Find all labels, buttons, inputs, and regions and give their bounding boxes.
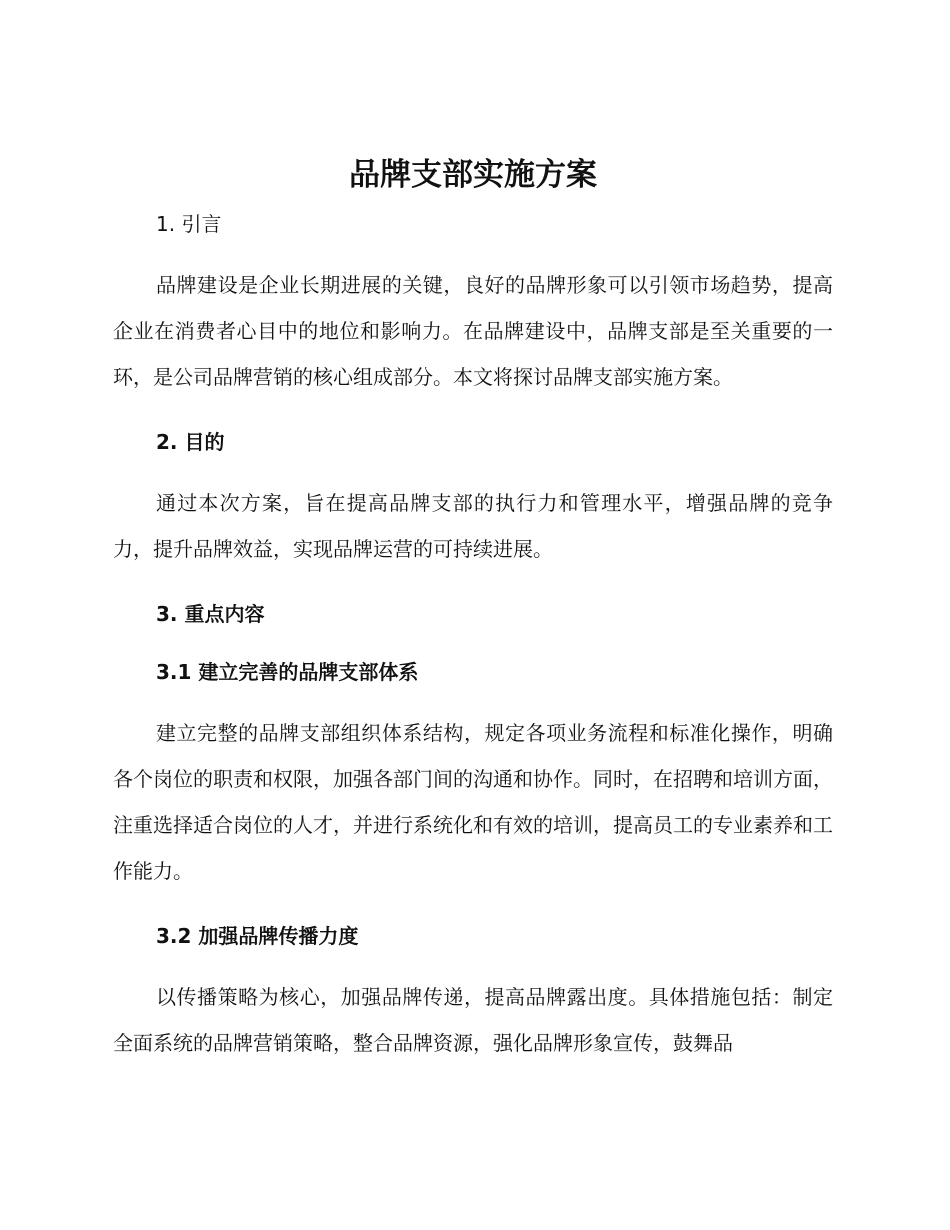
document-title: 品牌支部实施方案 xyxy=(349,157,597,193)
section-paragraph-brand-communication: 以传播策略为核心，加强品牌传递，提高品牌露出度。具体措施包括：制定全面系统的品牌营销策略，整合品牌资源，强化品牌形象宣传，鼓舞品 xyxy=(113,985,833,1055)
section-heading-introduction: 1. 引言 xyxy=(156,212,222,236)
document-body xyxy=(113,148,833,1066)
section-heading-key-content: 3. 重点内容 xyxy=(156,602,265,626)
section-heading-purpose: 2. 目的 xyxy=(156,430,225,454)
section-heading-branch-system: 3.1 建立完善的品牌支部体系 xyxy=(156,660,419,684)
section-heading-brand-communication: 3.2 加强品牌传播力度 xyxy=(156,924,359,948)
section-paragraph-purpose: 通过本次方案，旨在提高品牌支部的执行力和管理水平，增强品牌的竞争力，提升品牌效益，实现品牌运营的可持续进展。 xyxy=(113,491,833,561)
section-paragraph-introduction: 品牌建设是企业长期进展的关键，良好的品牌形象可以引领市场趋势，提高企业在消费者心目中的地位和影响力。在品牌建设中，品牌支部是至关重要的一环，是公司品牌营销的核心组成部分。本文将探讨品牌支部实施方案。 xyxy=(113,273,833,389)
section-paragraph-branch-system: 建立完整的品牌支部组织体系结构，规定各项业务流程和标准化操作，明确各个岗位的职责和权限，加强各部门间的沟通和协作。同时，在招聘和培训方面，注重选择适合岗位的人才，并进行系统化和有效的培训，提高员工的专业素养和工作能力。 xyxy=(113,721,833,883)
